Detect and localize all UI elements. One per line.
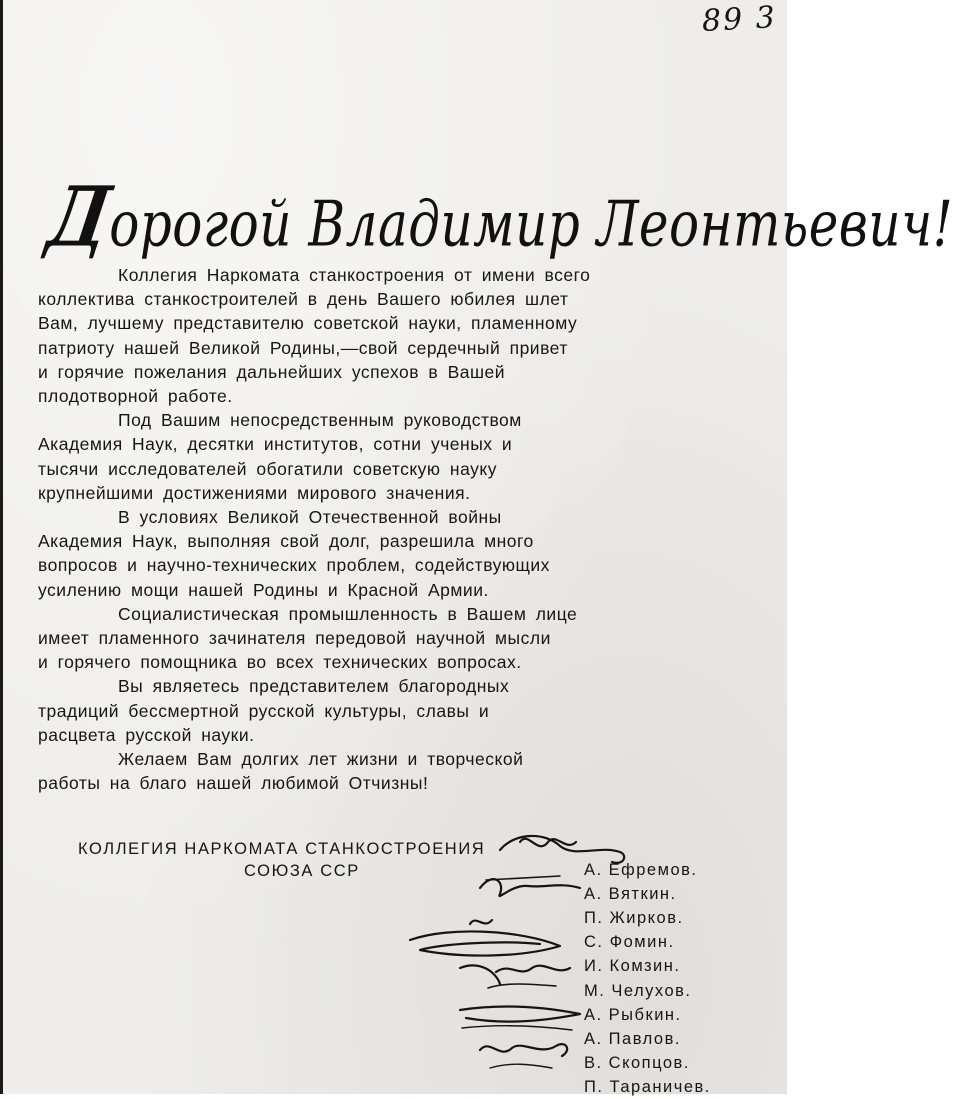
letter-line: В условиях Великой Отечественной войны [118, 507, 502, 527]
letter-line: традиций бессмертной русской культуры, славы и [38, 700, 490, 721]
sender-organization: КОЛЛЕГИЯ НАРКОМАТА СТАНКОСТРОЕНИЯ [78, 840, 486, 858]
signatory-name: А. Павлов. [584, 1029, 681, 1048]
letter-line: Социалистическая промышленность в Вашем лице [118, 603, 578, 624]
signatory-name: М. Челухов. [584, 981, 692, 1000]
letter-line: Вам, лучшему представителю советской науки, пламенному [38, 313, 578, 334]
signatory-name: П. Жирков. [584, 909, 684, 928]
signatory-name: С. Фомин. [584, 933, 675, 952]
letter-line: коллектива станкостроителей в день Вашего юбилея шлет [38, 289, 569, 310]
signatory-name: А. Вяткин. [584, 885, 677, 904]
letter-line: Коллегия Наркомата станкостроения от имени всего [118, 265, 591, 285]
letter-line: Вы являетесь представителем благородных [118, 676, 510, 697]
letter-line: вопросов и научно-технических проблем, содействующих [38, 555, 550, 576]
salutation [41, 168, 953, 266]
letter-line: тысячи исследователей обогатили советскую науку [38, 458, 497, 479]
signatory-name: П. Тараничев. [584, 1077, 711, 1096]
letter-line: Академия Наук, десятки институтов, сотни ученых и [38, 434, 513, 455]
letter-line: работы на благо нашей любимой Отчизны! [38, 773, 429, 794]
letter-line: плодотворной работе. [38, 386, 233, 406]
letter-line: и горячего помощника во всех технических вопросах. [38, 652, 522, 673]
signatory-name: И. Комзин. [584, 957, 681, 976]
letter-line: усилению мощи нашей Родины и Красной Армии. [38, 579, 489, 600]
salutation-text: орогой Владимир Леонтьевич! [109, 188, 953, 261]
signatory-name: В. Скопцов. [584, 1053, 690, 1072]
scan-edge [0, 0, 3, 1094]
letter-line: патриоту нашей Великой Родины,—свой сердечный привет [38, 337, 568, 358]
letter-line: крупнейшими достижениями мирового значения. [38, 482, 471, 503]
letter-line: Желаем Вам долгих лет жизни и творческой [118, 749, 524, 769]
salutation-initial: Д [41, 168, 118, 266]
sender-country: СОЮЗА ССР [244, 862, 360, 880]
letter-line: и горячие пожелания дальнейших успехов в Вашей [38, 361, 506, 382]
letter-line: Под Вашим непосредственным руководством [118, 410, 522, 431]
signatory-name: А. Рыбкин. [584, 1005, 682, 1024]
archive-number: 89 3 [701, 0, 778, 39]
letter-line: Академия Наук, выполняя свой долг, разрешила много [38, 531, 534, 552]
letter-line: имеет пламенного зачинателя передовой научной мысли [38, 628, 551, 648]
signatory-name: А. Ефремов. [584, 861, 698, 879]
letter-line: расцвета русской науки. [38, 724, 255, 745]
